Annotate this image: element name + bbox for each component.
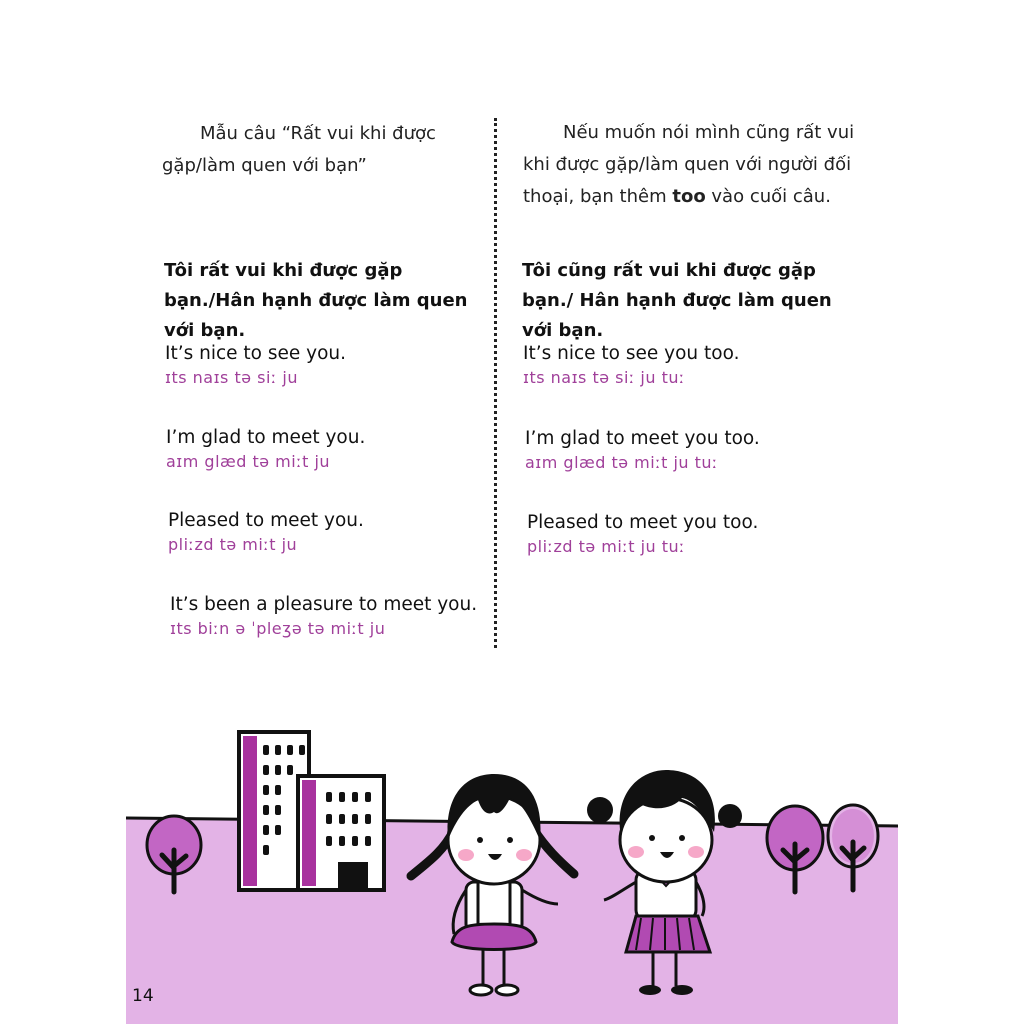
left-entry-1 [165, 343, 346, 387]
ipa-transcription: ɪts naɪs tə siː ju [165, 368, 298, 387]
outer-margin-right [898, 0, 1024, 1024]
left-entry-3 [168, 510, 364, 554]
ipa-transcription: aɪm glæd tə miːt ju tuː [525, 453, 718, 472]
greeting-illustration [126, 690, 898, 1024]
ipa-transcription: ɪts naɪs tə siː ju tuː [523, 368, 685, 387]
left-vietnamese-sentence: Tôi rất vui khi được gặp bạn./Hân hạnh được làm quen với bạn. [164, 260, 468, 341]
ipa-transcription: aɪm glæd tə miːt ju [166, 452, 331, 471]
english-phrase: It’s nice to see you too. [523, 343, 740, 364]
right-intro-text: Nếu muốn nói mình cũng rất vui khi được gặp/làm quen với người đối thoại, bạn thêm [523, 122, 855, 207]
building-icon [298, 776, 384, 890]
ipa-transcription: ɪts biːn ə ˈpleʒə tə miːt ju [170, 619, 386, 638]
outer-margin-left [0, 0, 126, 1024]
english-phrase: It’s nice to see you. [165, 343, 347, 364]
left-entry-4 [170, 594, 477, 638]
page-number: 14 [132, 986, 154, 1006]
english-phrase: I’m glad to meet you. [166, 427, 366, 448]
column-divider [494, 118, 497, 648]
right-entry-1 [523, 343, 739, 387]
english-phrase: I’m glad to meet you too. [525, 428, 760, 449]
right-intro [523, 117, 858, 213]
right-intro-text-end: vào cuối câu. [705, 186, 831, 207]
ipa-transcription: pliːzd tə miːt ju [168, 535, 298, 554]
right-intro-keyword: too [672, 186, 706, 207]
english-phrase: It’s been a pleasure to meet you. [170, 594, 478, 615]
right-entry-3 [527, 512, 758, 556]
right-vietnamese-sentence: Tôi cũng rất vui khi được gặp bạn./ Hân hạnh được làm quen với bạn. [522, 260, 832, 341]
ipa-transcription: pliːzd tə miːt ju tuː [527, 537, 686, 556]
left-entry-2 [166, 427, 365, 471]
english-phrase: Pleased to meet you. [168, 510, 364, 531]
left-intro: Mẫu câu “Rất vui khi được gặp/làm quen với bạn” [162, 123, 436, 176]
right-entry-2 [525, 428, 760, 472]
english-phrase: Pleased to meet you too. [527, 512, 759, 533]
